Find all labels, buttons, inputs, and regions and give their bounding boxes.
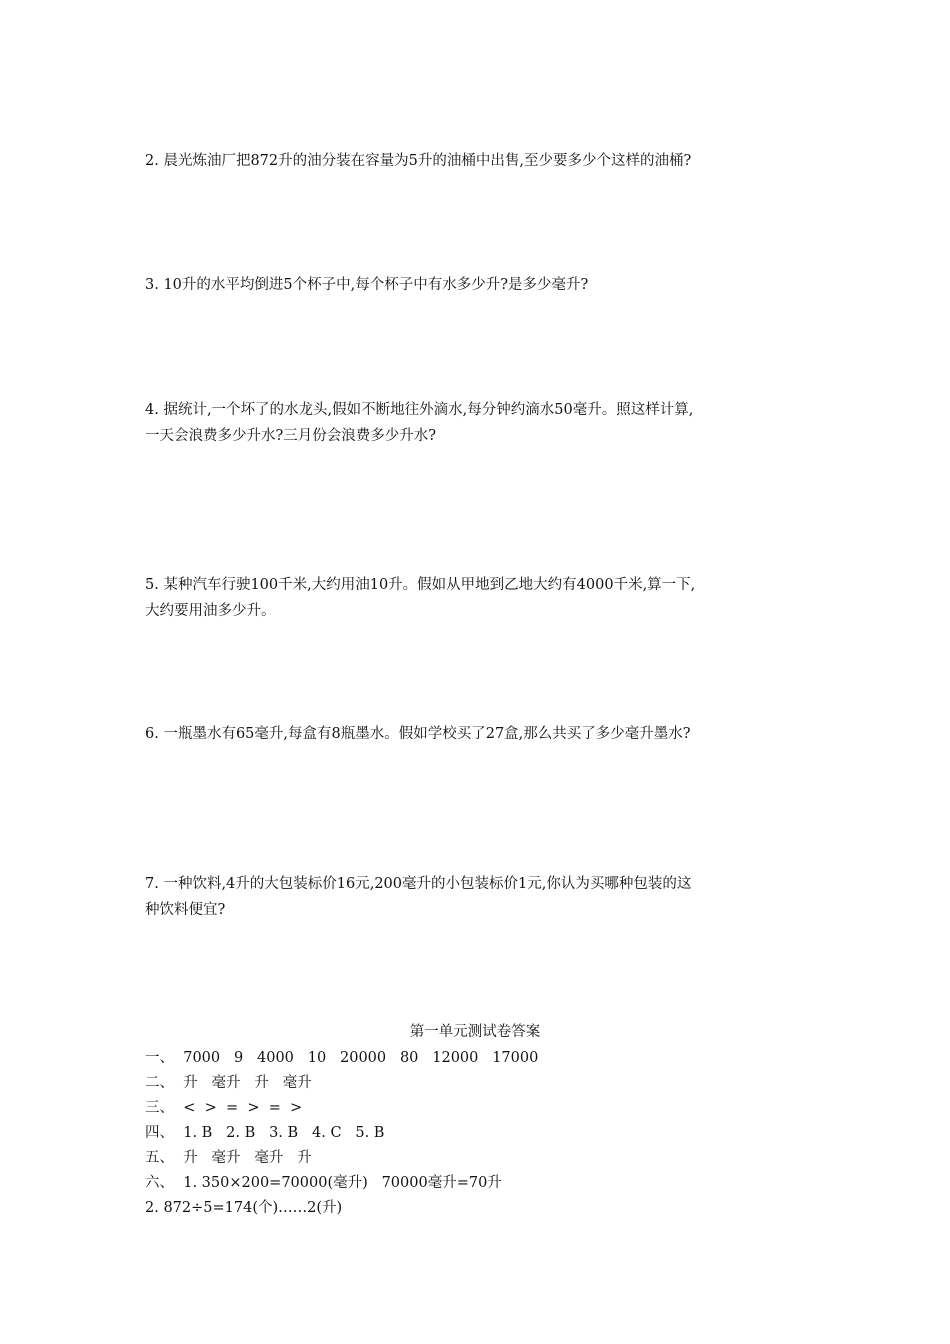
answer-line-5: 五、 升 毫升 毫升 升 bbox=[145, 1150, 312, 1166]
answer-line-7: 2. 872÷5=174(个)……2(升) bbox=[145, 1200, 343, 1216]
question-7: 7. 一种饮料,4升的大包装标价16元,200毫升的小包装标价1元,你认为买哪种包装的这 种饮料便宜? bbox=[145, 876, 692, 918]
answer-line-1: 一、 7000 9 4000 10 20000 80 12000 17000 bbox=[145, 1050, 539, 1066]
answers-title: 第一单元测试卷答案 bbox=[409, 1024, 541, 1040]
question-4: 4. 据统计,一个坏了的水龙头,假如不断地往外滴水,每分钟约滴水50毫升。照这样计算, 一天会浪费多少升水?三月份会浪费多少升水? bbox=[145, 402, 694, 444]
answer-line-6: 六、 1. 350×200=70000(毫升) 70000毫升=70升 bbox=[145, 1175, 502, 1191]
question-6: 6. 一瓶墨水有65毫升,每盒有8瓶墨水。假如学校买了27盒,那么共买了多少毫升墨水? bbox=[145, 726, 691, 742]
answer-line-3: 三、 < > = > = > bbox=[145, 1100, 303, 1116]
answer-line-4: 四、 1. B 2. B 3. B 4. C 5. B bbox=[145, 1125, 385, 1141]
question-3: 3. 10升的水平均倒进5个杯子中,每个杯子中有水多少升?是多少毫升? bbox=[145, 277, 589, 293]
question-2: 2. 晨光炼油厂把872升的油分装在容量为5升的油桶中出售,至少要多少个这样的油桶? bbox=[145, 153, 692, 169]
answer-line-2: 二、 升 毫升 升 毫升 bbox=[145, 1075, 312, 1091]
question-5: 5. 某种汽车行驶100千米,大约用油10升。假如从甲地到乙地大约有4000千米,算一下, 大约要用油多少升。 bbox=[145, 577, 696, 619]
